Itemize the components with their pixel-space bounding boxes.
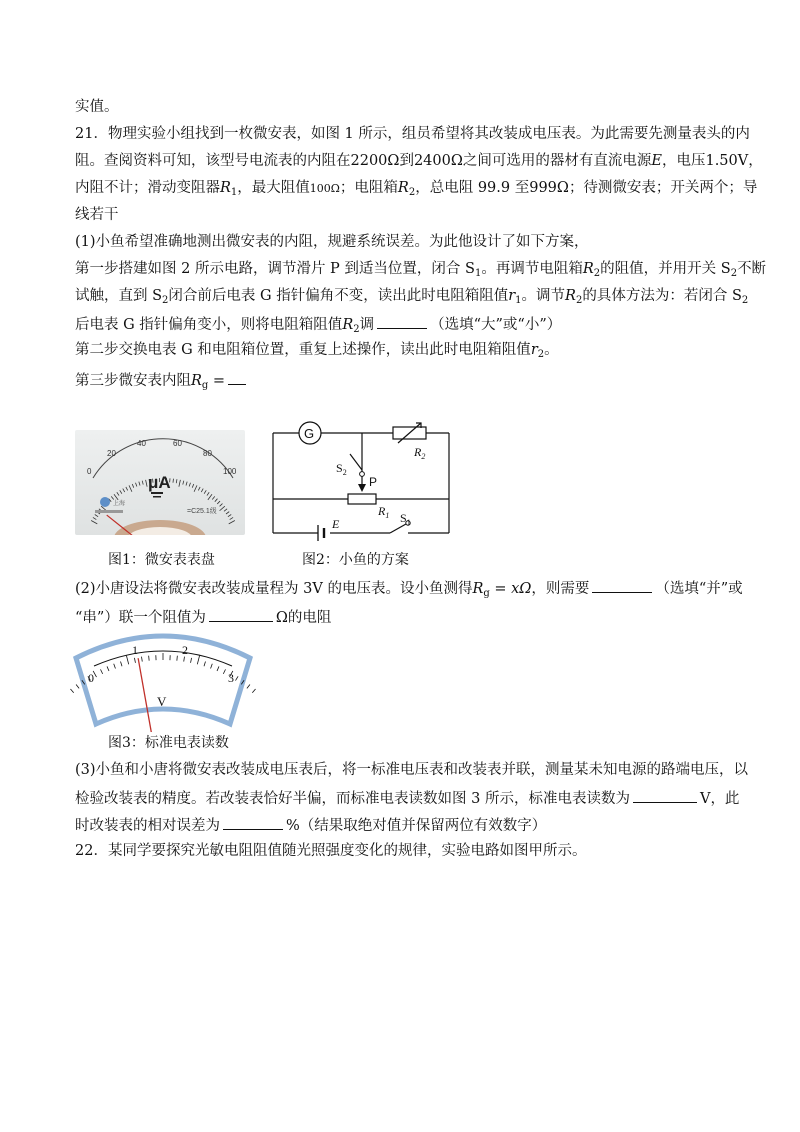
fig1-model: =C25.1级 [187,508,217,515]
fig1-tick [230,517,233,519]
fig1-tick [204,490,206,493]
slider-p-arrow [358,484,366,492]
fig1-scale-0: 0 [87,467,92,476]
fig1-tick [224,509,227,511]
fig1-tick [215,499,218,502]
question-21-line-4: 线若干 [75,207,119,223]
fig1-caption: 图1：微安表表盘 [108,552,215,568]
part-2-line-2: “串”）联一个阻值为 Ω的电阻 [75,605,331,629]
fig1-tick [226,512,229,514]
fig1-tick [217,501,220,504]
fig2-label-E: E [332,517,340,531]
fig2-label-S2: $S_2$ [336,461,347,477]
fig1-tick [91,520,97,523]
fig1-tick [194,485,197,491]
fig1-tick [220,504,223,507]
fig3-tick [177,656,178,661]
part-3-line-1: (3)小鱼和小唐将微安表改装成电压表后，将一标准电压表和改装表并联，测量某未知电源的路端电压，以 [75,762,749,778]
fig3-tick [252,689,255,693]
fig1-tick [183,481,184,485]
fig1-tick [95,515,98,517]
fig1-tick [186,482,187,486]
voltmeter-dial [70,628,256,732]
step-1-line-3: 后电表 G 指针偏角变小，则将电阻箱阻值$R_2$调 （选填“大”或“小”） [75,312,561,341]
part-2-line-1: (2)小唐设法将微安表改装成量程为 3V 的电压表。设小鱼测得$R_g = x\Omega$，则需要 （选填“并”或 [75,576,743,605]
fig1-tick [132,484,134,488]
microammeter-photo [75,430,245,535]
fig1-tick [123,489,125,492]
fig3-scale-0: 0 [88,671,94,685]
fig2-label-G: G [304,426,315,441]
fig2-caption: 图2：小鱼的方案 [302,552,409,568]
fig1-tick [173,479,174,483]
fig1-scale-100: 100 [223,467,237,476]
fig1-tick [120,490,122,493]
fig1-brand: 上海 [113,501,126,507]
fig1-scale-40: 40 [137,439,146,448]
fig1-tick [192,484,194,488]
answer-blank-rg[interactable] [228,368,246,385]
fig1-tick [228,515,231,517]
fig3-scale-1: 1 [132,643,138,657]
fig3-tick [149,656,150,661]
question-22-line: 22．某同学要探究光敏电阻阻值随光照强度变化的规律，实验电路如图甲所示。 [75,843,587,859]
part-1-intro: (1)小鱼希望准确地测出微安表的内阻，规避系统误差。为此他设计了如下方案， [75,234,589,250]
fig1-tick [139,482,140,486]
switch-s2-contact [360,472,365,477]
answer-blank-error[interactable] [223,813,283,830]
part-3-line-3: 时改装表的相对误差为 %（结果取绝对值并保留两位有效数字） [75,813,546,837]
circuit-diagram [268,418,458,548]
fig1-tick [93,517,96,519]
step-2-line: 第二步交换电表 G 和电阻箱位置，重复上述操作，读出此时电阻箱阻值$r_2$。 [75,342,559,360]
fig3-scale-2: 2 [182,643,188,657]
fig3-tick [247,684,250,688]
step-3-line: 第三步微安表内阻$R_g$ = [75,368,249,397]
fig1-tick [207,492,209,495]
microammeter-dial [75,430,245,535]
fig1-tick [220,506,225,511]
fig2-label-P: P [369,475,378,489]
fig1-tick [126,487,128,491]
answer-blank-resistance[interactable] [209,605,273,622]
fig2-label-R2: $R_2$ [414,445,426,461]
fig1-tick [208,494,212,500]
fig1-tick [189,483,190,487]
fig1-tick [229,520,235,523]
fig3-caption: 图3：标准电表读数 [108,735,229,751]
fig1-scale-20: 20 [107,449,116,458]
fig1-tick [129,485,132,491]
fig1-tick [114,494,118,500]
fig3-unit: V [157,694,167,709]
question-21-line-3: 内阻不计；滑动变阻器$R_1$，最大阻值100Ω；电阻箱$R_2$，总电阻 99.9 至999Ω；待测微安表；开关两个；导 [75,180,758,198]
fig2-label-S1: $S_1$ [400,511,411,527]
answer-blank-connection[interactable] [592,576,652,593]
fig3-tick [76,684,79,688]
step-1-line-2: 试触，直到 $S_2$闭合前后电表 G 指针偏角不变，读出此时电阻箱阻值$r_1$。调节$R_2$的具体方法为：若闭合 $S_2$ [75,288,749,306]
fig1-scale-60: 60 [173,439,182,448]
fig1-tick [179,480,180,487]
fig3-tick [70,689,73,693]
part-3-line-2: 检验改装表的精度。若改装表恰好半偏，而标准电表读数如图 3 所示，标准电表读数为 V，此 [75,786,739,810]
fig2-label-R1: $R_1$ [378,504,390,520]
text-line-1: 实值。 [75,99,119,115]
brand-logo-icon [100,497,110,507]
fig1-tick [201,489,203,492]
question-21-line-2: 阻。查阅资料可知，该型号电流表的内阻在2200Ω到2400Ω之间可选用的器材有直流电源E，电压1.50V， [75,153,763,169]
question-21-line-1: 21．物理实验小组找到一枚微安表，如图 1 所示，组员希望将其改装成电压表。为此需要先测量表头的内 [75,126,750,142]
fig1-tick [212,496,215,499]
answer-blank-adjust[interactable] [377,312,427,329]
fig1-unit: μA [148,473,171,492]
fig1-tick [146,480,147,487]
fig3-scale-3: 3 [228,671,234,685]
fig1-tick [142,481,143,485]
fig1-tick [117,492,119,495]
fig1-tick [198,487,200,491]
fig1-tick [176,479,177,483]
fig1-scale-80: 80 [203,449,212,458]
step-1-line-1: 第一步搭建如图 2 所示电路，调节滑片 P 到适当位置，闭合 $S_1$。再调节电阻箱$R_2$的阻值，并用开关 $S_2$不断 [75,261,767,279]
fig1-tick [136,483,137,487]
answer-blank-reading[interactable] [633,786,697,803]
fig1-tick [111,496,114,499]
